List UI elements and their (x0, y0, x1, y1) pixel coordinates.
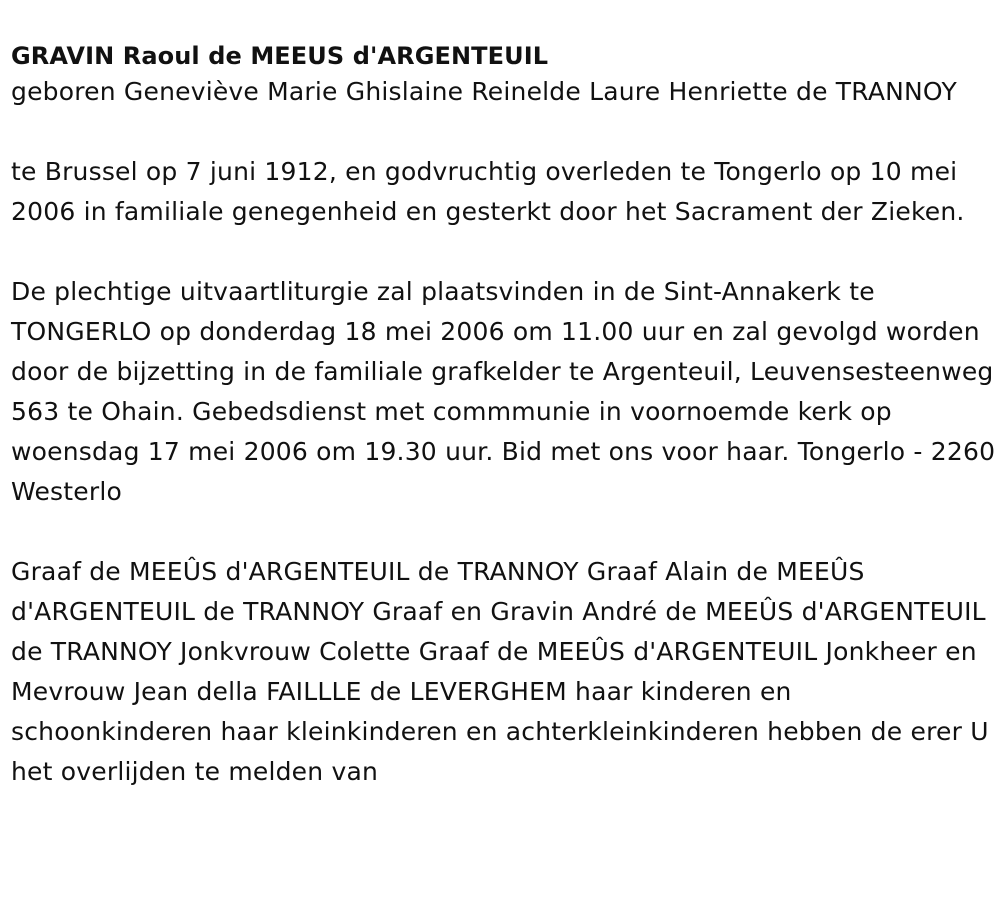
family-paragraph: Graaf de MEEÛS d'ARGENTEUIL de TRANNOY Graaf Alain de MEEÛS d'ARGENTEUIL de TRANNOY Graaf en Gravin André de MEEÛS d'ARGENTEUIL de TRANNOY Jonkvrouw Colette Graaf de MEEÛS d'ARGENTEUIL Jonkheer en Mevrouw Jean della FAILLLE de LEVERGHEM haar kinderen en schoonkinderen haar kleinkinderen en achterkleinkinderen hebben de erer U het overlijden te melden van (11, 557, 989, 786)
funeral-paragraph: De plechtige uitvaartliturgie zal plaatsvinden in de Sint-Annakerk te TONGERLO op donderdag 18 mei 2006 om 11.00 uur en zal gevolgd worden door de bijzetting in de familiale grafkelder te Argenteuil, Leuvensesteenweg 563 te Ohain. Gebedsdienst met commmunie in voornoemde kerk op woensdag 17 mei 2006 om 19.30 uur. Bid met ons voor haar. Tongerlo - 2260 Westerlo (11, 277, 996, 506)
birth-death-paragraph: te Brussel op 7 juni 1912, en godvruchtig overleden te Tongerlo op 10 mei 2006 in familiale genegenheid en gesterkt door het Sacrament der Zieken. (11, 157, 965, 226)
obituary-title: GRAVIN Raoul de MEEUS d'ARGENTEUIL (11, 42, 549, 70)
obituary-document (11, 40, 996, 792)
born-name-paragraph: geboren Geneviève Marie Ghislaine Reinelde Laure Henriette de TRANNOY (11, 77, 957, 106)
